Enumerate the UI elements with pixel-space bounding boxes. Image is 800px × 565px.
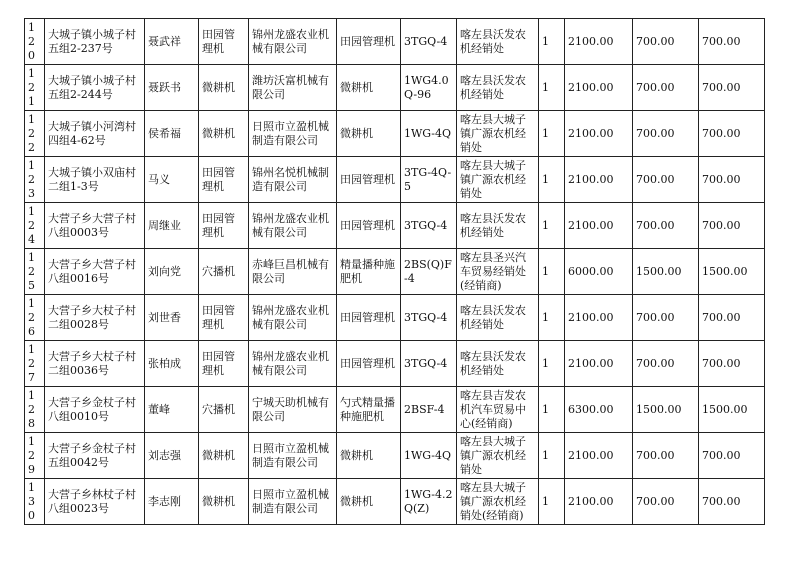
subsidy-total-cell: 700.00 — [699, 203, 765, 249]
name-cell: 刘世香 — [145, 295, 199, 341]
category-cell: 田园管理机 — [199, 157, 249, 203]
model-cell: 1WG-4.2Q(Z) — [401, 479, 457, 525]
price-cell: 2100.00 — [565, 479, 633, 525]
row-number-cell: 125 — [25, 249, 45, 295]
quantity-cell: 1 — [539, 157, 565, 203]
table-row — [25, 387, 765, 433]
manufacturer-cell: 锦州龙盛农业机械有限公司 — [249, 19, 337, 65]
dealer-cell: 喀左县大城子镇广源农机经销处 — [457, 111, 539, 157]
table-row — [25, 295, 765, 341]
price-cell: 2100.00 — [565, 65, 633, 111]
table-row — [25, 479, 765, 525]
price-cell: 2100.00 — [565, 111, 633, 157]
product-cell: 田园管理机 — [337, 295, 401, 341]
product-cell: 微耕机 — [337, 65, 401, 111]
price-cell: 2100.00 — [565, 295, 633, 341]
table-body — [25, 19, 765, 525]
model-cell: 3TGQ-4 — [401, 341, 457, 387]
subsidy-cell: 700.00 — [633, 433, 699, 479]
subsidy-cell: 700.00 — [633, 65, 699, 111]
dealer-cell: 喀左县沃发农机经销处 — [457, 295, 539, 341]
row-number-cell: 128 — [25, 387, 45, 433]
table-row — [25, 19, 765, 65]
subsidy-total-cell: 1500.00 — [699, 249, 765, 295]
name-cell: 刘向党 — [145, 249, 199, 295]
manufacturer-cell: 锦州名悦机械制造有限公司 — [249, 157, 337, 203]
category-cell: 穴播机 — [199, 249, 249, 295]
product-cell: 田园管理机 — [337, 19, 401, 65]
subsidy-cell: 700.00 — [633, 295, 699, 341]
address-cell: 大营子乡金杖子村五组0042号 — [45, 433, 145, 479]
category-cell: 田园管理机 — [199, 341, 249, 387]
model-cell: 1WG-4Q — [401, 433, 457, 479]
quantity-cell: 1 — [539, 249, 565, 295]
subsidy-total-cell: 1500.00 — [699, 387, 765, 433]
category-cell: 穴播机 — [199, 387, 249, 433]
model-cell: 3TGQ-4 — [401, 203, 457, 249]
quantity-cell: 1 — [539, 341, 565, 387]
subsidy-total-cell: 700.00 — [699, 157, 765, 203]
table-row — [25, 341, 765, 387]
subsidy-total-cell: 700.00 — [699, 65, 765, 111]
dealer-cell: 喀左县大城子镇广源农机经销处(经销商) — [457, 479, 539, 525]
subsidy-total-cell: 700.00 — [699, 341, 765, 387]
row-number-cell: 122 — [25, 111, 45, 157]
table-row — [25, 65, 765, 111]
name-cell: 侯希福 — [145, 111, 199, 157]
product-cell: 微耕机 — [337, 479, 401, 525]
subsidy-total-cell: 700.00 — [699, 19, 765, 65]
subsidy-total-cell: 700.00 — [699, 295, 765, 341]
dealer-cell: 喀左县大城子镇广源农机经销处 — [457, 433, 539, 479]
name-cell: 李志刚 — [145, 479, 199, 525]
product-cell: 微耕机 — [337, 433, 401, 479]
name-cell: 刘志强 — [145, 433, 199, 479]
table-row — [25, 157, 765, 203]
price-cell: 2100.00 — [565, 341, 633, 387]
name-cell: 周继业 — [145, 203, 199, 249]
row-number-cell: 126 — [25, 295, 45, 341]
address-cell: 大城子镇小城子村五组2-237号 — [45, 19, 145, 65]
row-number-cell: 127 — [25, 341, 45, 387]
row-number-cell: 130 — [25, 479, 45, 525]
quantity-cell: 1 — [539, 111, 565, 157]
name-cell: 聂武祥 — [145, 19, 199, 65]
row-number-cell: 120 — [25, 19, 45, 65]
subsidy-cell: 1500.00 — [633, 249, 699, 295]
model-cell: 2BSF-4 — [401, 387, 457, 433]
quantity-cell: 1 — [539, 19, 565, 65]
address-cell: 大城子镇小双庙村二组1-3号 — [45, 157, 145, 203]
name-cell: 董峰 — [145, 387, 199, 433]
price-cell: 2100.00 — [565, 433, 633, 479]
manufacturer-cell: 锦州龙盛农业机械有限公司 — [249, 203, 337, 249]
price-cell: 2100.00 — [565, 19, 633, 65]
subsidy-total-cell: 700.00 — [699, 433, 765, 479]
name-cell: 马义 — [145, 157, 199, 203]
quantity-cell: 1 — [539, 295, 565, 341]
model-cell: 1WG-4Q — [401, 111, 457, 157]
model-cell: 1WG4.0Q-96 — [401, 65, 457, 111]
category-cell: 微耕机 — [199, 111, 249, 157]
quantity-cell: 1 — [539, 433, 565, 479]
table-row — [25, 111, 765, 157]
quantity-cell: 1 — [539, 387, 565, 433]
product-cell: 精量播种施肥机 — [337, 249, 401, 295]
manufacturer-cell: 日照市立盈机械制造有限公司 — [249, 479, 337, 525]
row-number-cell: 123 — [25, 157, 45, 203]
product-cell: 微耕机 — [337, 111, 401, 157]
product-cell: 田园管理机 — [337, 203, 401, 249]
name-cell: 张柏成 — [145, 341, 199, 387]
address-cell: 大营子乡林杖子村八组0023号 — [45, 479, 145, 525]
category-cell: 田园管理机 — [199, 203, 249, 249]
manufacturer-cell: 潍坊沃富机械有限公司 — [249, 65, 337, 111]
manufacturer-cell: 宁城天助机械有限公司 — [249, 387, 337, 433]
subsidy-cell: 700.00 — [633, 157, 699, 203]
category-cell: 田园管理机 — [199, 19, 249, 65]
dealer-cell: 喀左县沃发农机经销处 — [457, 203, 539, 249]
price-cell: 6000.00 — [565, 249, 633, 295]
model-cell: 3TG-4Q-5 — [401, 157, 457, 203]
quantity-cell: 1 — [539, 203, 565, 249]
category-cell: 微耕机 — [199, 65, 249, 111]
name-cell: 聂跃书 — [145, 65, 199, 111]
manufacturer-cell: 锦州龙盛农业机械有限公司 — [249, 341, 337, 387]
price-cell: 2100.00 — [565, 157, 633, 203]
subsidy-table — [24, 18, 765, 525]
address-cell: 大营子乡大营子村八组0003号 — [45, 203, 145, 249]
price-cell: 2100.00 — [565, 203, 633, 249]
row-number-cell: 121 — [25, 65, 45, 111]
dealer-cell: 喀左县吉发农机汽车贸易中心(经销商) — [457, 387, 539, 433]
address-cell: 大城子镇小城子村五组2-244号 — [45, 65, 145, 111]
product-cell: 田园管理机 — [337, 157, 401, 203]
address-cell: 大营子乡大杖子村二组0028号 — [45, 295, 145, 341]
dealer-cell: 喀左县沃发农机经销处 — [457, 19, 539, 65]
model-cell: 3TGQ-4 — [401, 19, 457, 65]
model-cell: 2BS(Q)F-4 — [401, 249, 457, 295]
dealer-cell: 喀左县沃发农机经销处 — [457, 65, 539, 111]
dealer-cell: 喀左县大城子镇广源农机经销处 — [457, 157, 539, 203]
subsidy-cell: 700.00 — [633, 479, 699, 525]
table-row — [25, 433, 765, 479]
manufacturer-cell: 赤峰巨昌机械有限公司 — [249, 249, 337, 295]
subsidy-cell: 700.00 — [633, 111, 699, 157]
category-cell: 田园管理机 — [199, 295, 249, 341]
subsidy-total-cell: 700.00 — [699, 479, 765, 525]
address-cell: 大营子乡大营子村八组0016号 — [45, 249, 145, 295]
table-row — [25, 249, 765, 295]
row-number-cell: 129 — [25, 433, 45, 479]
quantity-cell: 1 — [539, 479, 565, 525]
subsidy-cell: 700.00 — [633, 341, 699, 387]
dealer-cell: 喀左县沃发农机经销处 — [457, 341, 539, 387]
table-row — [25, 203, 765, 249]
category-cell: 微耕机 — [199, 479, 249, 525]
category-cell: 微耕机 — [199, 433, 249, 479]
manufacturer-cell: 日照市立盈机械制造有限公司 — [249, 433, 337, 479]
row-number-cell: 124 — [25, 203, 45, 249]
product-cell: 田园管理机 — [337, 341, 401, 387]
address-cell: 大营子乡大杖子村二组0036号 — [45, 341, 145, 387]
dealer-cell: 喀左县圣兴汽车贸易经销处(经销商) — [457, 249, 539, 295]
address-cell: 大营子乡金杖子村八组0010号 — [45, 387, 145, 433]
manufacturer-cell: 锦州龙盛农业机械有限公司 — [249, 295, 337, 341]
address-cell: 大城子镇小河湾村四组4-62号 — [45, 111, 145, 157]
price-cell: 6300.00 — [565, 387, 633, 433]
manufacturer-cell: 日照市立盈机械制造有限公司 — [249, 111, 337, 157]
subsidy-cell: 700.00 — [633, 203, 699, 249]
product-cell: 勺式精量播种施肥机 — [337, 387, 401, 433]
subsidy-total-cell: 700.00 — [699, 111, 765, 157]
quantity-cell: 1 — [539, 65, 565, 111]
subsidy-cell: 1500.00 — [633, 387, 699, 433]
subsidy-cell: 700.00 — [633, 19, 699, 65]
model-cell: 3TGQ-4 — [401, 295, 457, 341]
